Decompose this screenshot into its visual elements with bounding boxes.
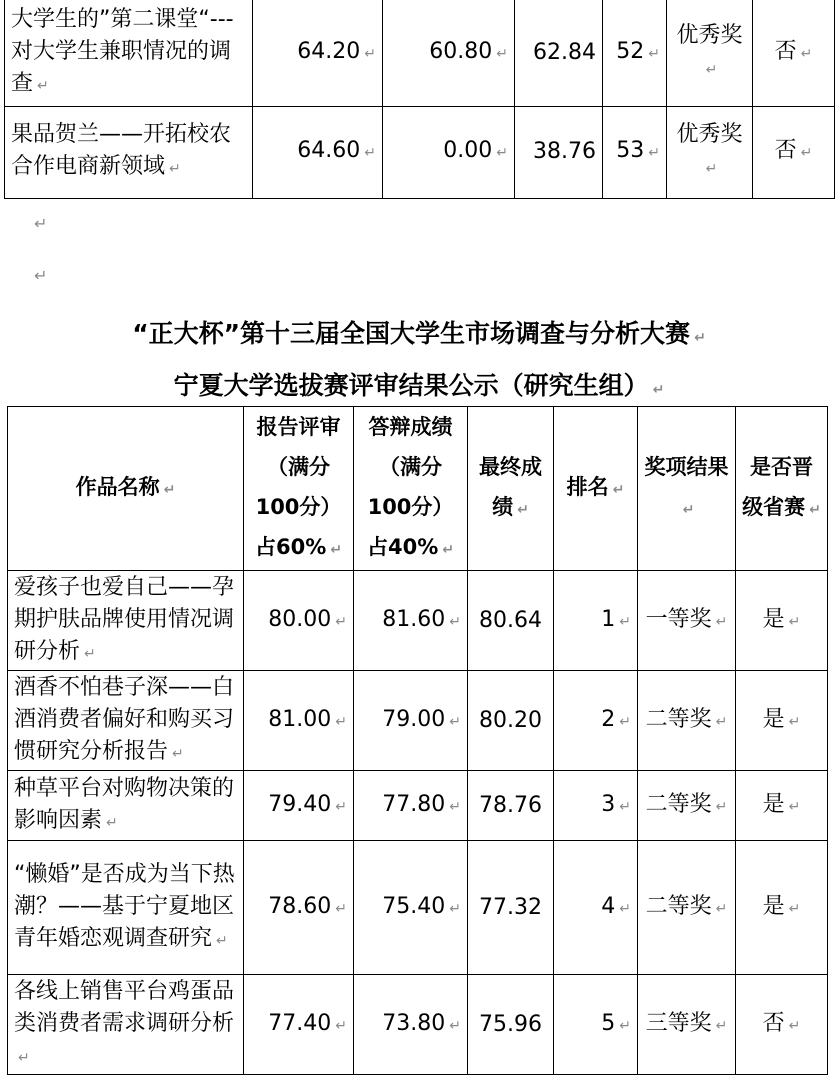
work-name-cell: 大学生的”第二课堂“---对大学生兼职情况的调查 ↵ [5, 0, 253, 106]
final-score-cell: 77.32 [468, 841, 554, 975]
work-name-cell: 酒香不怕巷子深——白酒消费者偏好和购买习惯研究分析报告 ↵ [8, 671, 244, 771]
report-score-cell: 77.40 ↵ [244, 975, 354, 1075]
header-rank: 排名 ↵ [554, 407, 638, 571]
table-row [8, 571, 828, 671]
rank-cell: 2 ↵ [554, 671, 638, 771]
final-score-cell: 78.76 [468, 771, 554, 841]
header-promote: 是否晋级省赛 ↵ [736, 407, 828, 571]
work-name-cell: “懒婚”是否成为当下热潮？——基于宁夏地区青年婚恋观调查研究 ↵ [8, 841, 244, 975]
final-score-cell: 75.96 [468, 975, 554, 1075]
table-row [8, 771, 828, 841]
award-cell: 优秀奖↵ [667, 0, 753, 106]
promote-cell: 是 ↵ [736, 841, 828, 975]
table-row [5, 0, 835, 106]
award-cell: 二等奖 ↵ [638, 671, 736, 771]
header-report: 报告评审（满分100分）占60% ↵ [244, 407, 354, 571]
defense-score-cell: 0.00 ↵ [383, 106, 515, 198]
promote-cell: 否 ↵ [736, 975, 828, 1075]
graduate-results-table [7, 406, 828, 1075]
header-name: 作品名称 ↵ [8, 407, 244, 571]
rank-cell: 53 ↵ [603, 106, 667, 198]
defense-score-cell: 73.80 ↵ [354, 975, 468, 1075]
promote-cell: 否 ↵ [753, 106, 835, 198]
header-award: 奖项结果↵ [638, 407, 736, 571]
final-score-cell: 62.84 [515, 0, 603, 106]
rank-cell: 3 ↵ [554, 771, 638, 841]
defense-score-cell: 75.40 ↵ [354, 841, 468, 975]
promote-cell: 是 ↵ [736, 571, 828, 671]
final-score-cell: 80.64 [468, 571, 554, 671]
page-subtitle: 宁夏大学选拔赛评审结果公示（研究生组） ↵ [173, 371, 665, 400]
promote-cell: 是 ↵ [736, 771, 828, 841]
header-final: 最终成绩 ↵ [468, 407, 554, 571]
rank-cell: 1 ↵ [554, 571, 638, 671]
promote-cell: 否 ↵ [753, 0, 835, 106]
award-cell: 二等奖 ↵ [638, 841, 736, 975]
report-score-cell: 79.40 ↵ [244, 771, 354, 841]
report-score-cell: 80.00 ↵ [244, 571, 354, 671]
defense-score-cell: 79.00 ↵ [354, 671, 468, 771]
table-row [5, 106, 835, 198]
report-score-cell: 81.00 ↵ [244, 671, 354, 771]
report-score-cell: 78.60 ↵ [244, 841, 354, 975]
award-cell: 一等奖 ↵ [638, 571, 736, 671]
work-name-cell: 爱孩子也爱自己——孕期护肤品牌使用情况调研分析 ↵ [8, 571, 244, 671]
final-score-cell: 80.20 [468, 671, 554, 771]
report-score-cell: 64.60 ↵ [253, 106, 383, 198]
promote-cell: 是 ↵ [736, 671, 828, 771]
report-score-cell: 64.20 ↵ [253, 0, 383, 106]
table-row [8, 671, 828, 771]
work-name-cell: 种草平台对购物决策的影响因素 ↵ [8, 771, 244, 841]
table-row [8, 975, 828, 1075]
previous-results-table [4, 0, 835, 199]
award-cell: 二等奖 ↵ [638, 771, 736, 841]
rank-cell: 5 ↵ [554, 975, 638, 1075]
header-defense: 答辩成绩（满分100分）占40% ↵ [354, 407, 468, 571]
rank-cell: 52 ↵ [603, 0, 667, 106]
defense-score-cell: 81.60 ↵ [354, 571, 468, 671]
final-score-cell: 38.76 [515, 106, 603, 198]
defense-score-cell: 60.80 ↵ [383, 0, 515, 106]
award-cell: 三等奖 ↵ [638, 975, 736, 1075]
paragraph-mark: ↵ [34, 214, 48, 233]
defense-score-cell: 77.80 ↵ [354, 771, 468, 841]
paragraph-mark: ↵ [34, 266, 48, 285]
work-name-cell: 果品贺兰——开拓校农合作电商新领域 ↵ [5, 106, 253, 198]
page-title: “正大杯”第十三届全国大学生市场调查与分析大赛 ↵ [132, 319, 706, 348]
table-row [8, 841, 828, 975]
work-name-cell: 各线上销售平台鸡蛋品类消费者需求调研分析↵ [8, 975, 244, 1075]
award-cell: 优秀奖↵ [667, 106, 753, 198]
rank-cell: 4 ↵ [554, 841, 638, 975]
table-header-row [8, 407, 828, 571]
